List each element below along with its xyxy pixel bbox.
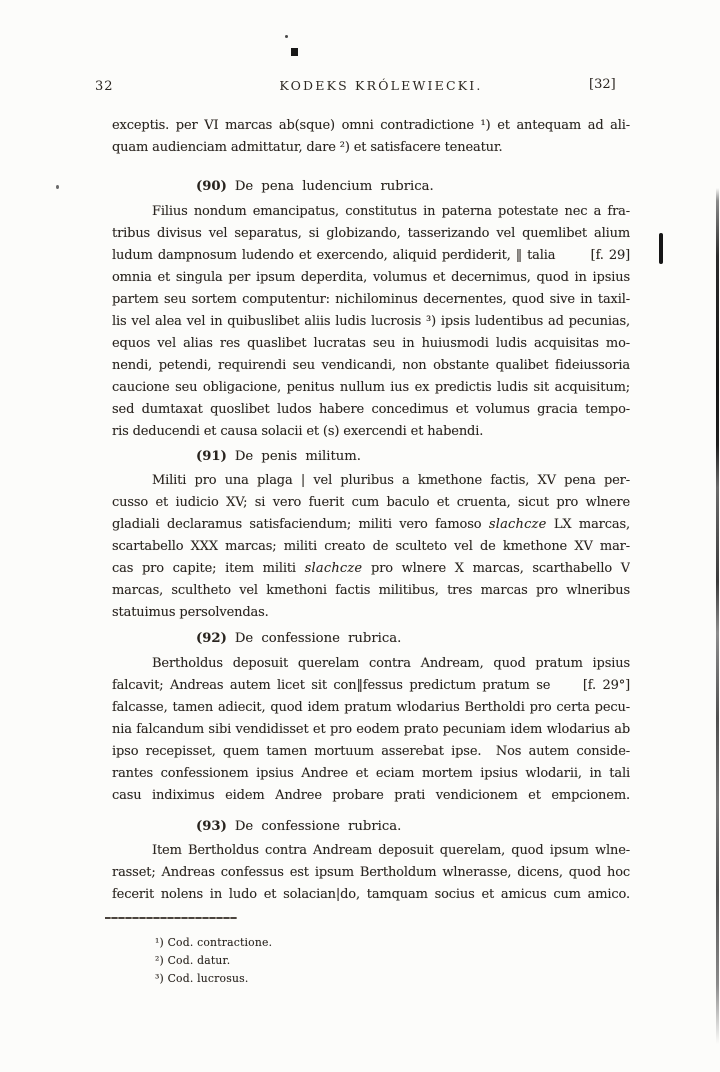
section-90-heading	[112, 176, 630, 198]
text-line: fecerit nolens in ludo et solacian|do, tamquam socius et amicus cum amico.	[112, 887, 630, 902]
scan-speck	[56, 185, 59, 189]
text-line: partem seu sortem computentur: nichilominus decernentes, quod sive in taxil-	[112, 292, 630, 307]
text-line: rasset; Andreas confessus est ipsum Bertholdum wlnerasse, dicens, quod hoc	[112, 865, 630, 880]
text-line: Bertholdus deposuit querelam contra Andream, quod pratum ipsius	[152, 656, 630, 671]
text-line: caucione seu obligacione, penitus nullum ius ex predictis ludis sit acquisitum;	[112, 380, 630, 395]
section-91-heading	[112, 446, 630, 468]
text-line: ris deducendi et causa solacii et (s) exercendi et habendi.	[112, 424, 484, 439]
text-line: tribus divisus vel separatus, si globizando, tasserizando vel quemlibet alium	[112, 226, 630, 241]
section-title: De confessione rubrica.	[234, 631, 402, 646]
text-line: equos vel alias res quaslibet lucratas seu in huiusmodi ludis acquisitas mo-	[112, 336, 630, 351]
text-line: Militi pro una plaga | vel pluribus a kmethone factis, XV pena per-	[152, 473, 630, 488]
section-number: (92)	[196, 631, 227, 646]
running-title: KODEKS KRÓLEWIECKI.	[279, 78, 483, 93]
text-line: quam audienciam admittatur, dare ²) et satisfacere teneatur.	[112, 140, 503, 155]
text-line: gladiali declaramus satisfaciendum; militi vero famoso slachcze LX marcas,	[112, 517, 630, 532]
section-92-body	[112, 653, 630, 807]
text-line: falcavit; Andreas autem licet sit con‖fessus predictum pratum se [f. 29°]	[112, 678, 630, 693]
text-line: exceptis. per VI marcas ab(sque) omni contradictione ¹) et antequam ad ali-	[112, 118, 630, 133]
section-92-heading	[112, 628, 630, 650]
section-title: De penis militum.	[234, 449, 361, 464]
scan-edge-artifact	[716, 188, 719, 1044]
text-line: statuimus persolvendas.	[112, 605, 269, 620]
section-title: De pena ludencium rubrica.	[234, 179, 434, 194]
scan-speck	[291, 48, 298, 56]
text-line: nendi, petendi, requirendi seu vendicandi, non obstante qualibet fideiussoria	[112, 358, 630, 373]
text-line: omnia et singula per ipsum deperdita, volumus et decernimus, quod in ipsius	[112, 270, 630, 285]
scan-speck	[659, 233, 663, 264]
text-line: ipso recepisset, quem tamen mortuum asserebat ipse. Nos autem conside-	[112, 744, 630, 759]
text-line: cusso et iudicio XV; si vero fuerit cum baculo et cruenta, sicut pro wlnere	[112, 495, 630, 510]
text-line: casu indiximus eidem Andree probare prati vendicionem et empcionem.	[112, 788, 630, 803]
text-line: ³) Cod. lucrosus.	[155, 972, 249, 985]
continuation-paragraph	[112, 115, 630, 159]
text-line: scartabello XXX marcas; militi creato de sculteto vel de kmethone XV mar-	[112, 539, 630, 554]
section-number: (93)	[196, 819, 227, 834]
text-line: rantes confessionem ipsius Andree et eciam mortem ipsius wlodarii, in tali	[112, 766, 630, 781]
text-line: marcas, scultheto vel kmethoni factis militibus, tres marcas pro wlneribus	[112, 583, 630, 598]
footnote-divider	[105, 917, 237, 919]
footnotes	[155, 934, 575, 988]
text-line: Item Bertholdus contra Andream deposuit querelam, quod ipsum wlne-	[152, 843, 630, 858]
text-line: ²) Cod. datur.	[155, 954, 231, 967]
text-line: Filius nondum emancipatus, constitutus in paterna potestate nec a fra-	[152, 204, 630, 219]
section-93-heading	[112, 816, 630, 838]
running-head	[0, 76, 720, 96]
text-line: sed dumtaxat quoslibet ludos habere concedimus et volumus gracia tempo-	[112, 402, 630, 417]
page-number-right: [32]	[589, 77, 616, 92]
text-line: nia falcandum sibi vendidisset et pro eodem prato pecuniam idem wlodarius ab	[112, 722, 630, 737]
section-90-body	[112, 201, 630, 443]
section-91-body	[112, 470, 630, 624]
text-line: falcasse, tamen adiecit, quod idem pratum wlodarius Bertholdi pro certa pecu-	[112, 700, 630, 715]
section-number: (90)	[196, 179, 227, 194]
scan-speck	[285, 35, 288, 38]
section-93-body	[112, 840, 630, 906]
page-number-left: 32	[95, 79, 114, 94]
text-line: ¹) Cod. contractione.	[155, 936, 273, 949]
text-line: lis vel alea vel in quibuslibet aliis ludis lucrosis ³) ipsis ludentibus ad pecunias,	[112, 314, 630, 329]
section-title: De confessione rubrica.	[234, 819, 402, 834]
section-number: (91)	[196, 449, 227, 464]
text-line: cas pro capite; item militi slachcze pro wlnere X marcas, scarthabello V	[112, 561, 630, 576]
text-line: ludum dampnosum ludendo et exercendo, aliquid perdiderit, ‖ talia [f. 29]	[112, 248, 630, 263]
